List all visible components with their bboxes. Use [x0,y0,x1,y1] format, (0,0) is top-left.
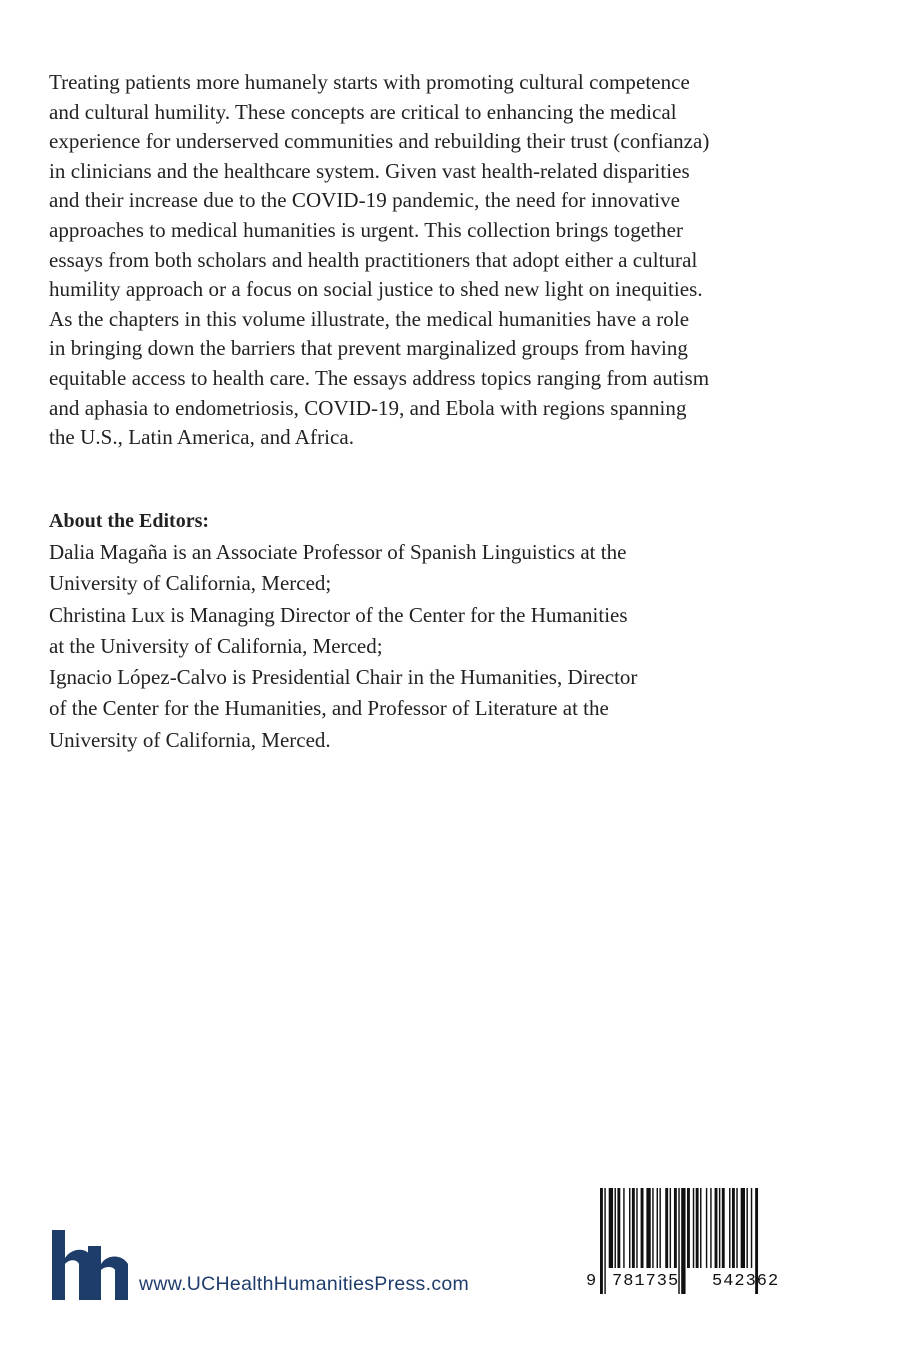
editor-bio-line: of the Center for the Humanities, and Professor of Literature at the [49,696,609,721]
about-the-editors [49,505,749,756]
editor-bio-line: University of California, Merced; [49,571,332,596]
description-line: in clinicians and the healthcare system. Given vast health-related disparities [49,158,690,183]
barcode-lead-digit: 9 [586,1272,598,1291]
editor-bio-line: at the University of California, Merced; [49,633,383,658]
description-line: experience for underserved communities and rebuilding their trust (confianza) [49,129,710,154]
editor-bio-line: Dalia Magaña is an Associate Professor of Spanish Linguistics at the [49,540,627,564]
description-line: Treating patients more humanely starts with promoting cultural competence [49,70,690,94]
description-line: and aphasia to endometriosis, COVID-19, and Ebola with regions spanning [49,395,687,420]
barcode-right-digits: 542362 [712,1272,780,1291]
barcode-left-digits: 781735 [612,1272,680,1291]
description-line: essays from both scholars and health practitioners that adopt either a cultural [49,247,698,272]
editors-heading: About the Editors: [49,510,210,532]
editor-bio-line: Ignacio López-Calvo is Presidential Chair in the Humanities, Director [49,665,638,690]
hh-monogram-icon [52,1230,128,1300]
description-line: and cultural humility. These concepts are critical to enhancing the medical [49,99,677,124]
editor-bio-line: Christina Lux is Managing Director of the Center for the Humanities [49,602,628,627]
editor-bio-line: University of California, Merced. [49,727,331,752]
description-line: the U.S., Latin America, and Africa. [49,425,355,450]
description-line: As the chapters in this volume illustrate, the medical humanities have a role [49,306,690,331]
description-line: humility approach or a focus on social justice to shed new light on inequities. [49,277,703,302]
description-line: approaches to medical humanities is urgent. This collection brings together [49,217,683,242]
publisher-website-link[interactable]: www.UCHealthHumanitiesPress.com [139,1273,470,1295]
description-line: and their increase due to the COVID-19 pandemic, the need for innovative [49,188,681,213]
description-line: in bringing down the barriers that prevent marginalized groups from having [49,336,688,361]
back-cover-description [49,68,789,453]
description-line: equitable access to health care. The essays address topics ranging from autism [49,365,710,390]
